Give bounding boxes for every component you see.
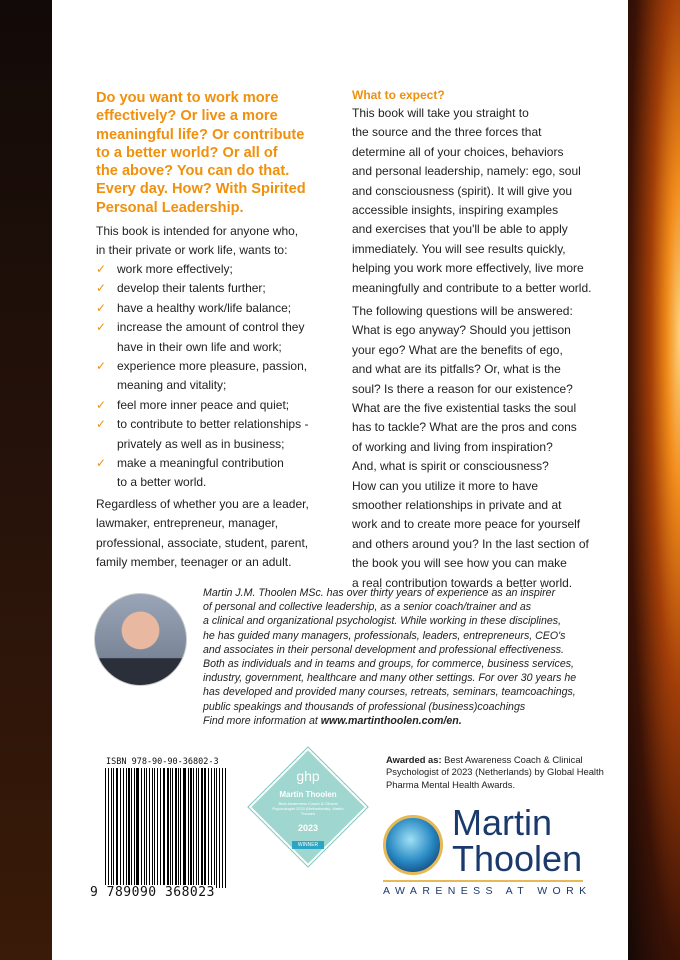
text-line: increase the amount of control they (117, 320, 305, 335)
checklist-item-text (117, 357, 307, 396)
logo-line1: Martin (452, 802, 553, 843)
text-line: a clinical and organizational psychologist. While working in these disciplines, (203, 615, 562, 628)
text-line: meaning and vitality; (117, 378, 227, 393)
barcode-bar (116, 768, 118, 888)
barcode-bar (167, 768, 169, 888)
award-badge-content (258, 760, 358, 851)
barcode-bar (225, 768, 227, 888)
barcode-bar (126, 768, 128, 888)
barcode-bar (219, 768, 220, 888)
text-line: work and to create more peace for yourself (352, 517, 581, 532)
text-line: have in their own life and work; (117, 339, 282, 354)
barcode-bar (170, 768, 171, 888)
barcode-bar (111, 768, 113, 888)
award-label: Awarded as: (386, 754, 442, 765)
logo-wordmark (452, 802, 583, 879)
text-line: family member, teenager or an adult. (96, 555, 292, 570)
text-line: the book you will see how you can make (352, 556, 567, 571)
barcode-bar (188, 768, 189, 888)
checklist-item-text (117, 318, 304, 357)
barcode-bar (196, 768, 197, 888)
text-line: This book will take you straight to (352, 106, 529, 120)
text-line: soul? Is there a reason for our existence? (352, 381, 573, 396)
text-line: to contribute to better relationships - (117, 417, 309, 432)
headline (96, 89, 336, 217)
checklist-item (96, 454, 308, 493)
section-heading: What to expect? (352, 88, 445, 102)
benefits-checklist (96, 260, 308, 493)
barcode-bar (172, 768, 173, 888)
text-line: effectively? Or live a more (96, 108, 278, 125)
barcode-bar (123, 768, 124, 888)
text-line: Every day. How? With Spirited (96, 181, 306, 198)
checklist-item (96, 299, 308, 318)
badge-subtitle: Best Awareness Coach & Clinical Psychologist 2023 (Netherlands): Martin Thoolen (272, 801, 344, 816)
audience-text (96, 495, 309, 573)
logo-divider (383, 880, 583, 882)
badge-brand: ghp (296, 768, 320, 784)
cover-background-right (628, 0, 680, 960)
checklist-item (96, 318, 308, 357)
barcode-bar (183, 768, 185, 888)
text-line: public speakings and thousands of professional (business)coachings (203, 700, 526, 713)
text-line: lawmaker, entrepreneur, manager, (96, 516, 279, 531)
checklist-item (96, 279, 308, 298)
barcode-bar (201, 768, 203, 888)
text-line: What are the five existential tasks the soul (352, 401, 577, 416)
barcode-number: 9 789090 368023 (90, 885, 215, 900)
barcode-bar (134, 768, 135, 888)
questions-text (352, 302, 589, 593)
checklist-item-text (117, 454, 284, 493)
checkmark-icon: ✓ (96, 262, 107, 276)
author-website-link[interactable]: www.martinthoolen.com/en. (320, 714, 462, 727)
text-line: and exercises that you'll be able to apply (352, 222, 568, 237)
barcode-bar (108, 768, 109, 888)
text-line: has developed and provided many courses, retreats, seminars, teamcoachings, (203, 686, 576, 699)
checkmark-icon: ✓ (96, 300, 107, 315)
isbn-label: ISBN 978-90-90-36802-3 (106, 757, 219, 767)
text-line: The following questions will be answered: (352, 304, 573, 318)
barcode-bar (149, 768, 150, 888)
barcode-bar (141, 768, 142, 888)
checkmark-icon: ✓ (96, 417, 107, 432)
text-line: make a meaningful contribution (117, 456, 284, 471)
barcode-bar (144, 768, 146, 888)
barcode-bar (146, 768, 147, 888)
text-line: And, what is spirit or consciousness? (352, 459, 549, 474)
checklist-item (96, 396, 308, 415)
barcode-bar (128, 768, 130, 888)
text-line: This book is intended for anyone who, (96, 224, 299, 238)
text-line: smoother relationships in private and at (352, 498, 562, 513)
checklist-item-text (117, 260, 233, 279)
barcode-bar (214, 768, 216, 888)
checklist-item (96, 415, 308, 454)
text-line: and consciousness (spirit). It will give you (352, 183, 573, 198)
text-line: Regardless of whether you are a leader, (96, 497, 309, 511)
badge-year: 2023 (297, 823, 319, 833)
badge-winner-label: WINNER (292, 841, 324, 849)
barcode-bar (222, 768, 223, 888)
text-line: meaningful life? Or contribute (96, 126, 305, 143)
barcode-bar (120, 768, 121, 888)
barcode-bar (178, 768, 179, 888)
text-line: immediately. You will see results quickly, (352, 241, 566, 256)
logo-tagline: AWARENESS AT WORK (383, 885, 592, 897)
barcode-bar (163, 768, 165, 888)
barcode-bar (160, 768, 161, 888)
text-line: of working and living from inspiration? (352, 439, 553, 454)
intro-text (96, 222, 298, 261)
text-line: meaningfully and contribute to a better world. (352, 280, 592, 295)
barcode-bar (198, 768, 199, 888)
checkmark-icon: ✓ (96, 281, 107, 296)
text-line: and personal leadership, namely: ego, soul (352, 164, 581, 179)
text-line: accessible insights, inspiring examples (352, 203, 559, 218)
text-line: of personal and collective leadership, as a senior coach/trainer and as (203, 601, 532, 614)
text-line: and what are its pitfalls? Or, what is the (352, 362, 561, 377)
text-line: he has guided many managers, professionals, leaders, entrepreneurs, CEO's (203, 629, 566, 642)
author-bio (203, 586, 576, 728)
eagle-logo-icon (383, 815, 443, 875)
checklist-item (96, 357, 308, 396)
text-line: the source and the three forces that (352, 125, 542, 140)
text-line: in their private or work life, wants to: (96, 243, 288, 258)
text-line: a real contribution towards a better world. (352, 575, 573, 590)
checkmark-icon: ✓ (96, 456, 107, 471)
checklist-item-text (117, 279, 266, 298)
text-line: and others around you? In the last section of (352, 536, 589, 551)
text-line: the above? You can do that. (96, 163, 290, 180)
text-line: develop their talents further; (117, 281, 266, 296)
barcode-bar (208, 768, 209, 888)
badge-name: Martin Thoolen (279, 790, 337, 799)
text-line: experience more pleasure, passion, (117, 359, 308, 374)
barcode-bar (152, 768, 154, 888)
barcode-bar (105, 768, 106, 888)
checklist-item (96, 260, 308, 279)
barcode-bar (131, 768, 132, 888)
text-line: professional, associate, student, parent, (96, 535, 309, 550)
expect-text (352, 104, 591, 298)
text-line: to a better world? Or all of (96, 144, 278, 161)
cover-background-left (0, 0, 52, 960)
checklist-item-text (117, 415, 308, 454)
text-line: your ego? What are the benefits of ego, (352, 342, 563, 357)
checklist-item-text (117, 396, 289, 415)
text-line: has to tackle? What are the pros and cons (352, 420, 577, 435)
award-text (386, 754, 626, 791)
text-line: have a healthy work/life balance; (117, 300, 292, 315)
text-line: Do you want to work more (96, 90, 279, 106)
text-line: to a better world. (117, 475, 207, 490)
text-line: helping you work more effectively, live more (352, 261, 584, 276)
checkmark-icon: ✓ (96, 397, 107, 412)
text-line: determine all of your choices, behaviors (352, 144, 564, 159)
barcode-bar (180, 768, 181, 888)
barcode-bar (136, 768, 138, 888)
text-line: How can you utilize it more to have (352, 478, 539, 493)
barcode-bar (175, 768, 177, 888)
barcode-bar (193, 768, 194, 888)
barcode-bar (204, 768, 206, 888)
text-line: privately as well as in business; (117, 436, 285, 451)
barcode-bar (190, 768, 192, 888)
award-description: Best Awareness Coach & Clinical Psychologist of 2023 (Netherlands) by Global Health Pharma Mental Health Awards. (386, 754, 604, 790)
text-line: and associates in their personal development and professional effectiveness. (203, 643, 564, 656)
checklist-item-text (117, 299, 291, 318)
barcode-bar (113, 768, 114, 888)
barcode (105, 768, 227, 888)
bio-link-prefix: Find more information at (203, 714, 321, 727)
text-line: Personal Leadership. (96, 199, 244, 216)
text-line: industry, government, healthcare and many other settings. For over 30 years he (203, 672, 577, 685)
text-line: Both as individuals and in teams and groups, for commerce, business services, (203, 658, 574, 671)
logo-line2: Thoolen (452, 838, 583, 879)
text-line: work more effectively; (117, 262, 233, 276)
text-line: Martin J.M. Thoolen MSc. has over thirty years of experience as an inspirer (203, 587, 556, 599)
barcode-bar (216, 768, 217, 888)
text-line: What is ego anyway? Should you jettison (352, 323, 571, 338)
barcode-bar (211, 768, 212, 888)
checkmark-icon: ✓ (96, 320, 107, 335)
text-line: feel more inner peace and quiet; (117, 397, 290, 412)
checkmark-icon: ✓ (96, 359, 107, 374)
barcode-bar (154, 768, 155, 888)
author-photo (94, 593, 187, 686)
barcode-bar (157, 768, 158, 888)
